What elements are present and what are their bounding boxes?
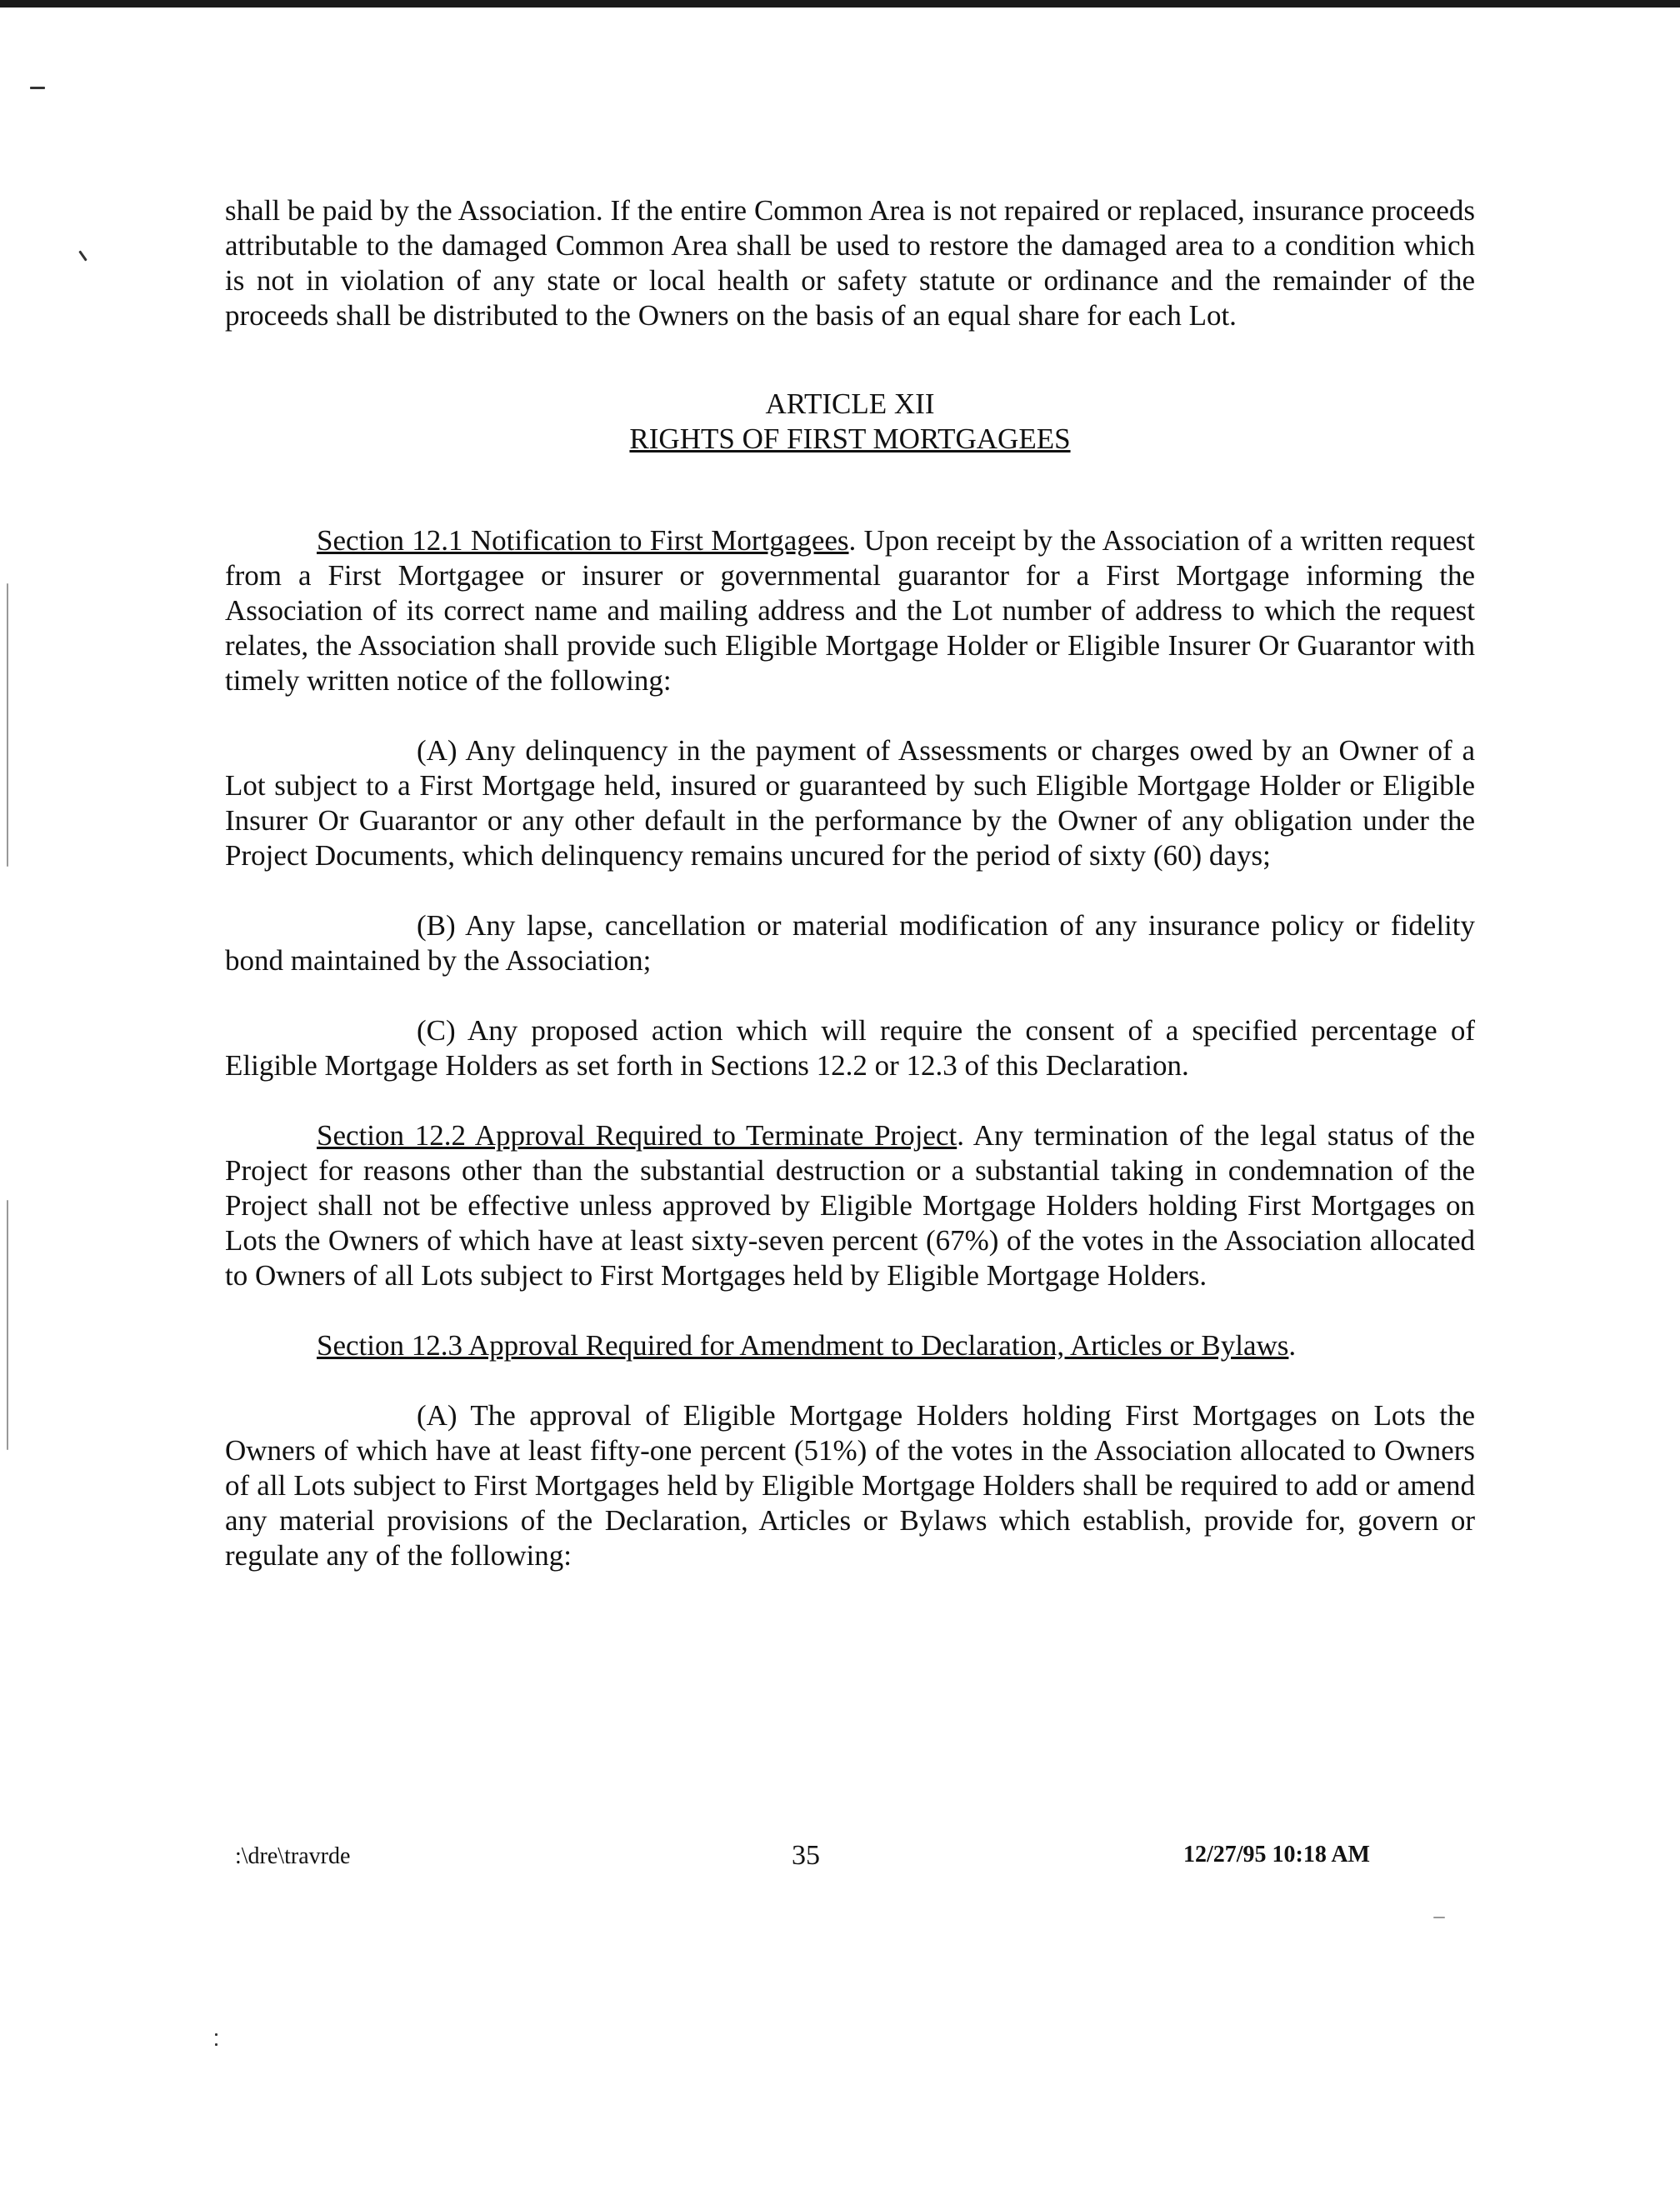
intro-paragraph: shall be paid by the Association. If the entire Common Area is not repaired or replaced, insurance proceeds attributable to the damaged Common Area shall be used to restore the damaged area to a condition which is not in violation of any state or local health or safety statute or ordinance and the remainder of the proceeds shall be distributed to the Owners on the basis of an equal share for each Lot. bbox=[225, 194, 1475, 332]
article-title: RIGHTS OF FIRST MORTGAGEES bbox=[629, 422, 1071, 455]
section-12-3-item-a: (A) The approval of Eligible Mortgage Holders holding First Mortgages on Lots the Owners of which have at least fifty-one percent (51%) of the votes in the Association allocated to Owners of all Lots subject to First Mortgages held by Eligible Mortgage Holders shall be required to add or amend any material provisions of the Declaration, Articles or Bylaws which establish, provide for, govern or regulate any of the following: bbox=[225, 1399, 1475, 1572]
section-12-2-paragraph bbox=[225, 1118, 1475, 1293]
section-12-2-body: . Any termination of the legal status of the Project for reasons other than the substantial destruction or a substantial taking in condemnation of the Project shall not be effective unless approved by Eligible Mortgage Holders holding First Mortgages on Lots the Owners of which have at least sixty-seven percent (67%) of the votes in the Association allocated to Owners of all Lots subject to First Mortgages held by Eligible Mortgage Holders. bbox=[225, 1119, 1475, 1292]
section-12-1-body: . Upon receipt by the Association of a written request from a First Mortgagee or insurer or governmental guarantor for a First Mortgage informing the Association of its correct name and mailing address and the Lot number of address to which the request relates, the Association shall provide such Eligible Mortgage Holder or Eligible Insurer Or Guarantor with timely written notice of the following: bbox=[225, 524, 1476, 697]
top-scan-border bbox=[0, 0, 1680, 8]
scan-speck bbox=[78, 250, 87, 261]
scan-speck bbox=[1433, 1917, 1445, 1918]
article-number: ARTICLE XII bbox=[765, 388, 935, 420]
section-12-1-item-c: (C) Any proposed action which will require the consent of a specified percentage of Eligible Mortgage Holders as set forth in Sections 12.2 or 12.3 of this Declaration. bbox=[225, 1014, 1475, 1082]
section-12-1-title: Section 12.1 Notification to First Mortgagees bbox=[317, 524, 849, 557]
scan-speck bbox=[215, 2043, 218, 2046]
footer-page-number: 35 bbox=[792, 1840, 820, 1871]
footer-timestamp: 12/27/95 10:18 AM bbox=[1183, 1842, 1370, 1868]
section-12-1-paragraph bbox=[225, 523, 1475, 698]
section-12-1-item-a: (A) Any delinquency in the payment of Assessments or charges owed by an Owner of a Lot subject to a First Mortgage held, insured or guaranteed by such Eligible Mortgage Holder or Eligible Insurer Or Guarantor or any other default in the performance by the Owner of any obligation under the Project Documents, which delinquency remains uncured for the period of sixty (60) days; bbox=[225, 734, 1475, 872]
page-footer bbox=[225, 1840, 1392, 1873]
article-heading bbox=[225, 387, 1475, 457]
scan-speck bbox=[7, 1200, 8, 1450]
scan-speck bbox=[215, 2033, 218, 2036]
section-12-1-item-b: (B) Any lapse, cancellation or material modification of any insurance policy or fidelity bond maintained by the Association; bbox=[225, 909, 1475, 977]
section-12-3-title-end: . bbox=[1288, 1329, 1297, 1362]
document-page bbox=[225, 193, 1475, 1573]
section-12-3-heading bbox=[225, 1328, 1475, 1363]
footer-file-path: :\dre\travrde bbox=[235, 1843, 351, 1869]
section-12-3-title: Section 12.3 Approval Required for Amendment to Declaration, Articles or Bylaws bbox=[317, 1329, 1289, 1362]
section-12-2-title: Section 12.2 Approval Required to Terminate Project bbox=[317, 1119, 958, 1152]
scan-speck bbox=[7, 583, 8, 867]
scan-speck bbox=[30, 87, 45, 89]
